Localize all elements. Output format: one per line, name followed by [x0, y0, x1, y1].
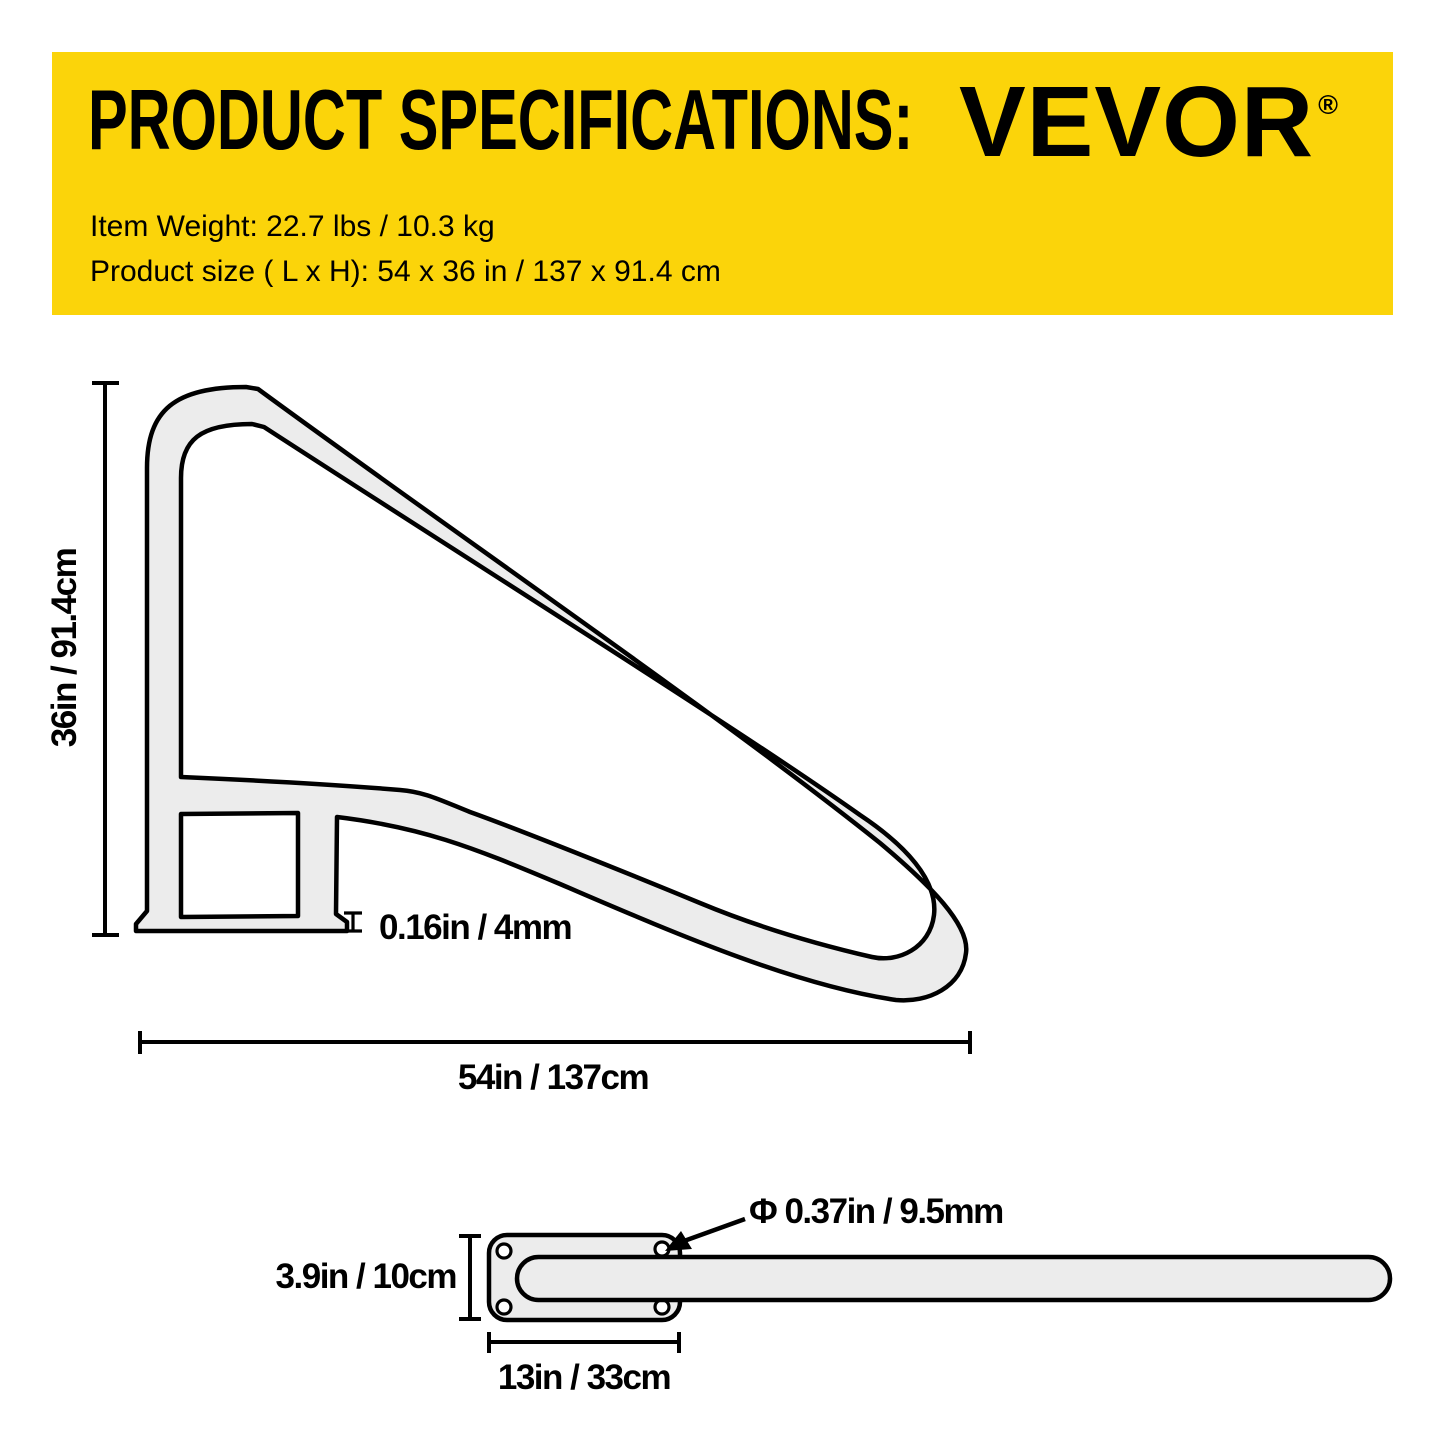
- hole-diameter-callout: [665, 1192, 1003, 1251]
- height-dimension: [45, 383, 119, 935]
- flange-length-label: 13in / 33cm: [497, 1358, 671, 1397]
- page-title: PRODUCT SPECIFICATIONS:: [88, 73, 914, 168]
- flange-length-dimension: [489, 1332, 679, 1397]
- hole-diameter-label: Φ 0.37in / 9.5mm: [749, 1192, 1003, 1231]
- bolt-hole-top-left: [497, 1244, 511, 1258]
- flange-width-dimension: [276, 1236, 481, 1319]
- length-dimension-label: 54in / 137cm: [457, 1058, 649, 1097]
- registered-trademark-icon: ®: [1318, 89, 1339, 120]
- handrail-top-view: [489, 1235, 1390, 1320]
- rail-tube-top-view: [517, 1257, 1390, 1300]
- height-dimension-label: 36in / 91.4cm: [45, 548, 84, 748]
- brand-logo-text: VEVOR: [958, 66, 1315, 178]
- item-weight-line: Item Weight: 22.7 lbs / 10.3 kg: [90, 210, 495, 243]
- product-size-line: Product size ( L x H): 54 x 36 in / 137 x 91.4 cm: [90, 255, 721, 288]
- flange-width-label: 3.9in / 10cm: [275, 1257, 456, 1296]
- plate-thickness-label: 0.16in / 4mm: [379, 908, 572, 947]
- plate-thickness-dimension: [344, 908, 571, 947]
- bolt-hole-bottom-left: [497, 1300, 511, 1314]
- length-dimension: [140, 1031, 970, 1097]
